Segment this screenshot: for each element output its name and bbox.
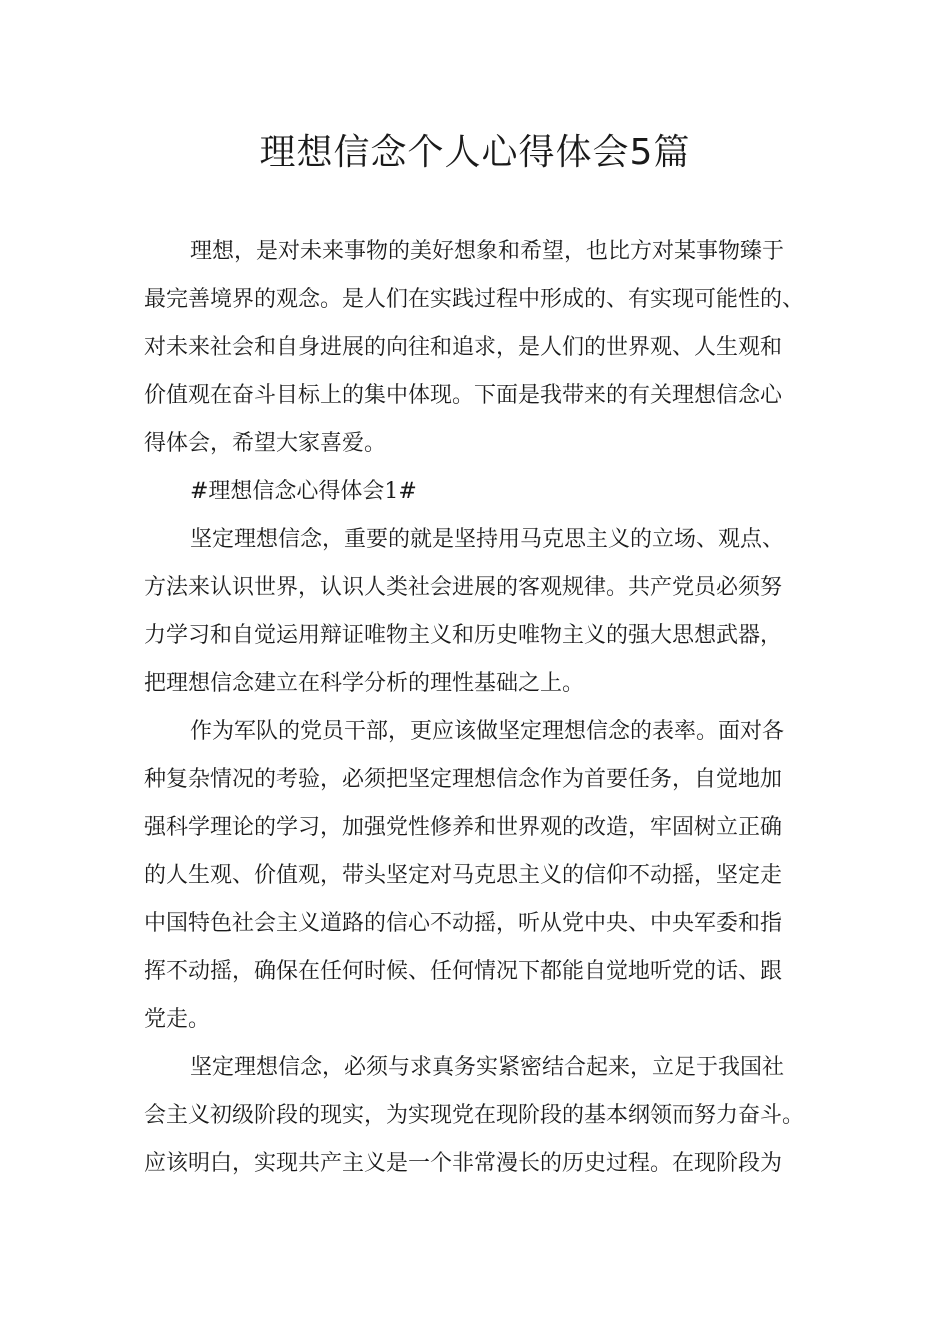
text-line: 的人生观、价值观，带头坚定对马克思主义的信仰不动摇，坚定走: [144, 863, 783, 888]
text-line: 应该明白，实现共产主义是一个非常漫长的历史过程。在现阶段为: [144, 1151, 783, 1176]
text-line: 把理想信念建立在科学分析的理性基础之上。: [144, 671, 585, 696]
text-line: 得体会，希望大家喜爱。: [144, 431, 387, 456]
text-line: 方法来认识世界，认识人类社会进展的客观规律。共产党员必须努: [144, 575, 783, 600]
text-line: 坚定理想信念，重要的就是坚持用马克思主义的立场、观点、: [190, 527, 785, 552]
text-line: 作为军队的党员干部，更应该做坚定理想信念的表率。面对各: [190, 719, 785, 744]
text-line: 会主义初级阶段的现实，为实现党在现阶段的基本纲领而努力奋斗。: [144, 1103, 805, 1128]
text-line: 种复杂情况的考验，必须把坚定理想信念作为首要任务，自觉地加: [144, 767, 783, 792]
document-body: [144, 228, 824, 1188]
text-line: 挥不动摇，确保在任何时候、任何情况下都能自觉地听党的话、跟: [144, 959, 783, 984]
text-line: 理想，是对未来事物的美好想象和希望，也比方对某事物臻于: [190, 239, 785, 264]
text-line: 强科学理论的学习，加强党性修养和世界观的改造，牢固树立正确: [144, 815, 783, 840]
text-line: 坚定理想信念，必须与求真务实紧密结合起来，立足于我国社: [190, 1055, 785, 1080]
document-title: 理想信念个人心得体会5篇: [259, 132, 691, 173]
text-line: 中国特色社会主义道路的信心不动摇，听从党中央、中央军委和指: [144, 911, 783, 936]
text-line: 对未来社会和自身进展的向往和追求，是人们的世界观、人生观和: [144, 335, 783, 360]
text-line: 力学习和自觉运用辩证唯物主义和历史唯物主义的强大思想武器，: [144, 623, 783, 648]
text-line: 最完善境界的观念。是人们在实践过程中形成的、有实现可能性的、: [144, 287, 805, 312]
text-line: 党走。: [144, 1007, 211, 1032]
text-line: 价值观在奋斗目标上的集中体现。下面是我带来的有关理想信念心: [144, 383, 783, 408]
text-line: #理想信念心得体会1#: [190, 479, 417, 504]
